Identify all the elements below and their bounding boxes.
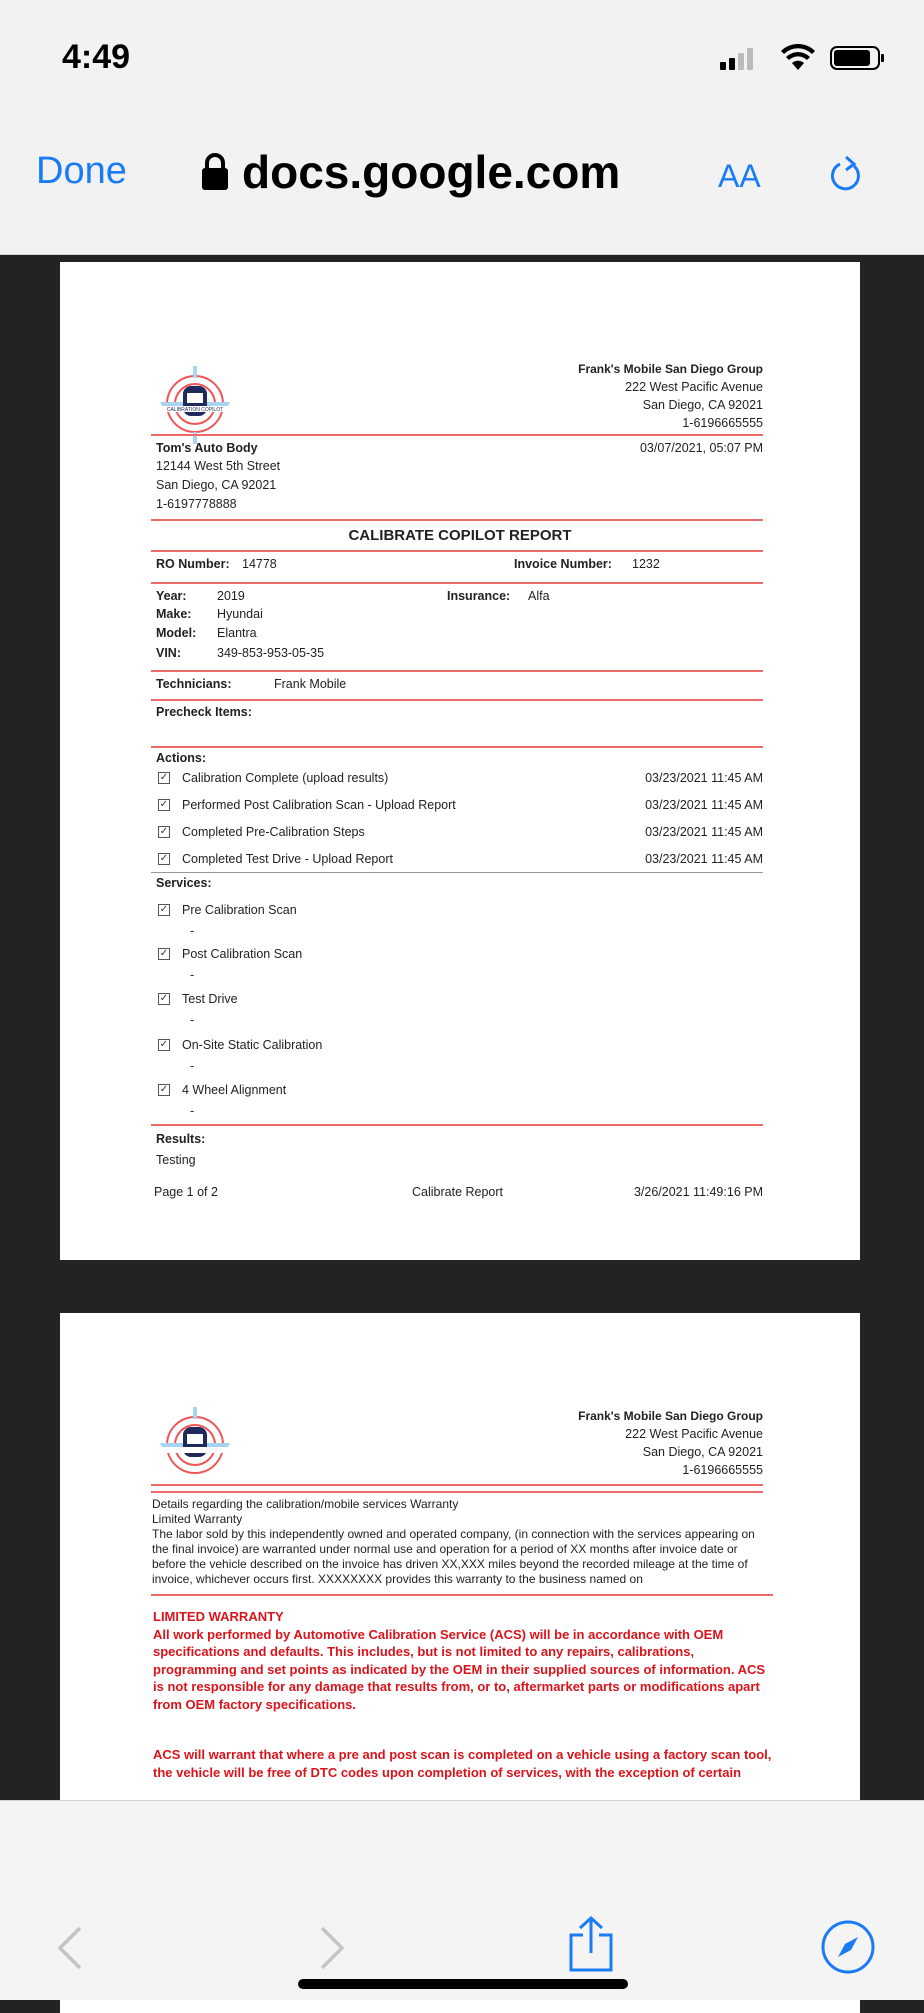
checkbox-checked: ✓: [159, 1039, 169, 1050]
service-label: Post Calibration Scan: [182, 947, 303, 961]
company-street: 222 West Pacific Avenue: [625, 380, 763, 394]
make-label: Make:: [156, 607, 192, 621]
service-label: On-Site Static Calibration: [182, 1038, 323, 1052]
service-label: Test Drive: [182, 992, 238, 1006]
divider: [151, 1124, 763, 1126]
divider: [151, 1491, 763, 1493]
action-date: 03/23/2021 11:45 AM: [645, 852, 763, 866]
action-date: 03/23/2021 11:45 AM: [645, 798, 763, 812]
report-date: 03/07/2021, 05:07 PM: [639, 441, 763, 455]
checkbox-checked: ✓: [159, 799, 169, 810]
invoice-value: 1232: [632, 557, 660, 571]
checkbox-checked: ✓: [159, 853, 169, 864]
divider: [151, 434, 763, 436]
divider: [151, 670, 763, 672]
company-street: 222 West Pacific Avenue: [625, 1427, 763, 1441]
year-label: Year:: [156, 589, 187, 603]
company-city: San Diego, CA 92021: [642, 398, 763, 412]
url-text: docs.google.com: [242, 146, 621, 198]
model-label: Model:: [156, 626, 197, 640]
limited-warranty-heading: Limited Warranty: [152, 1512, 243, 1526]
document-page-1: [60, 262, 860, 1260]
share-icon[interactable]: [566, 1915, 616, 1973]
service-note: -: [190, 924, 195, 938]
technicians-label: Technicians:: [156, 677, 232, 691]
divider: [151, 582, 763, 584]
service-label: 4 Wheel Alignment: [182, 1083, 287, 1097]
checkbox-checked: ✓: [159, 826, 169, 837]
divider: [151, 746, 763, 748]
svg-text:CALIBRATION COPILOT: CALIBRATION COPILOT: [166, 407, 224, 413]
browser-nav-bar: [0, 110, 924, 255]
model-value: Elantra: [217, 626, 257, 640]
footer-title: Calibrate Report: [412, 1185, 504, 1199]
vin-label: VIN:: [156, 646, 181, 660]
wifi-icon: [780, 44, 816, 72]
clock: 4:49: [62, 38, 131, 76]
done-button[interactable]: Done: [36, 150, 127, 192]
printed-timestamp: 3/26/2021 11:49:16 PM: [633, 1185, 763, 1199]
year-value: 2019: [217, 589, 245, 603]
warranty-body: The labor sold by this independently owned and operated company, (in connection with the services appearing on the final invoice) are warranted under normal use and operation for a period of XX months after invoice date or before the vehicle described on the invoice has driven XX,XXX miles beyond the recorded mileage at the time of invoice, whichever occurs first. XXXXXXXX provides this warranty to the business named on: [152, 1527, 755, 1586]
service-note: -: [190, 1104, 195, 1118]
invoice-label: Invoice Number:: [514, 557, 612, 571]
results-label: Results:: [156, 1132, 206, 1146]
checkbox-checked: ✓: [159, 1084, 169, 1095]
precheck-label: Precheck Items:: [156, 705, 252, 719]
lock-icon: [200, 152, 230, 192]
checkbox-checked: ✓: [159, 948, 169, 959]
insurance-value: Alfa: [528, 589, 550, 603]
warranty-paragraph-1: All work performed by Automotive Calibration Service (ACS) will be in accordance with OEM specifications and defaults. This includes, but is not limited to any repairs, calibrations, programming and set points as indicated by the OEM in their supplied sources of information. ACS is not responsible for any damage that results from, or to, aftermarket parts or modifications apart from OEM factory specifications.: [153, 1626, 766, 1712]
actions-label: Actions:: [156, 751, 206, 765]
service-note: -: [190, 968, 195, 982]
limited-warranty-title: LIMITED WARRANTY: [153, 1609, 284, 1624]
results-value: Testing: [156, 1153, 196, 1167]
forward-icon[interactable]: [318, 1926, 346, 1970]
service-label: Pre Calibration Scan: [182, 903, 297, 917]
page-number: Page 1 of 2: [154, 1185, 218, 1199]
checkbox-checked: ✓: [159, 904, 169, 915]
divider: [151, 1484, 763, 1486]
divider: [151, 1594, 773, 1596]
text-size-button[interactable]: AA: [718, 158, 761, 194]
service-note: -: [190, 1059, 195, 1073]
divider: [151, 550, 763, 552]
report-title: CALIBRATE COPILOT REPORT: [348, 527, 572, 544]
checkbox-checked: ✓: [159, 993, 169, 1004]
action-date: 03/23/2021 11:45 AM: [645, 771, 763, 785]
status-bar: [0, 0, 924, 110]
services-label: Services:: [156, 876, 212, 890]
compass-icon[interactable]: [820, 1919, 876, 1975]
browser-toolbar: [0, 1800, 924, 2000]
warranty-paragraph-2: ACS will warrant that where a pre and post scan is completed on a vehicle using a factory scan tool, the vehicle will be free of DTC codes upon completion of services, with the exception of certain: [153, 1747, 772, 1780]
divider: [151, 699, 763, 701]
action-label: Completed Pre-Calibration Steps: [182, 825, 365, 839]
company-name: Frank's Mobile San Diego Group: [578, 1409, 763, 1423]
action-label: Completed Test Drive - Upload Report: [182, 852, 393, 866]
action-date: 03/23/2021 11:45 AM: [645, 825, 763, 839]
company-name: Frank's Mobile San Diego Group: [578, 362, 763, 376]
calibration-copilot-logo: [155, 1407, 235, 1485]
home-indicator[interactable]: [298, 1979, 628, 1989]
company-phone: 1-6196665555: [682, 416, 763, 430]
vin-value: 349-853-953-05-35: [217, 646, 325, 660]
action-label: Performed Post Calibration Scan - Upload Report: [182, 798, 456, 812]
calibration-copilot-logo: [155, 366, 235, 444]
customer-street: 12144 West 5th Street: [156, 459, 281, 473]
customer-name: Tom's Auto Body: [156, 441, 258, 455]
divider: [151, 519, 763, 521]
ro-value: 14778: [242, 557, 277, 571]
checkbox-checked: ✓: [159, 772, 169, 783]
technicians-value: Frank Mobile: [274, 677, 347, 691]
signal-icon: [720, 48, 756, 70]
make-value: Hyundai: [217, 607, 263, 621]
customer-phone: 1-6197778888: [156, 497, 237, 511]
action-label: Calibration Complete (upload results): [182, 771, 389, 785]
battery-icon: [830, 46, 880, 70]
back-icon[interactable]: [56, 1926, 84, 1970]
divider: [151, 872, 763, 873]
customer-city: San Diego, CA 92021: [156, 478, 277, 492]
insurance-label: Insurance:: [447, 589, 511, 603]
address-bar[interactable]: [200, 144, 620, 200]
reload-icon[interactable]: [826, 154, 866, 198]
warranty-section: [151, 1497, 773, 1781]
service-note: -: [190, 1013, 195, 1027]
warranty-details-heading: Details regarding the calibration/mobile services Warranty: [152, 1497, 459, 1511]
company-city: San Diego, CA 92021: [642, 1445, 763, 1459]
ro-label: RO Number:: [156, 557, 230, 571]
company-phone: 1-6196665555: [682, 1463, 763, 1477]
